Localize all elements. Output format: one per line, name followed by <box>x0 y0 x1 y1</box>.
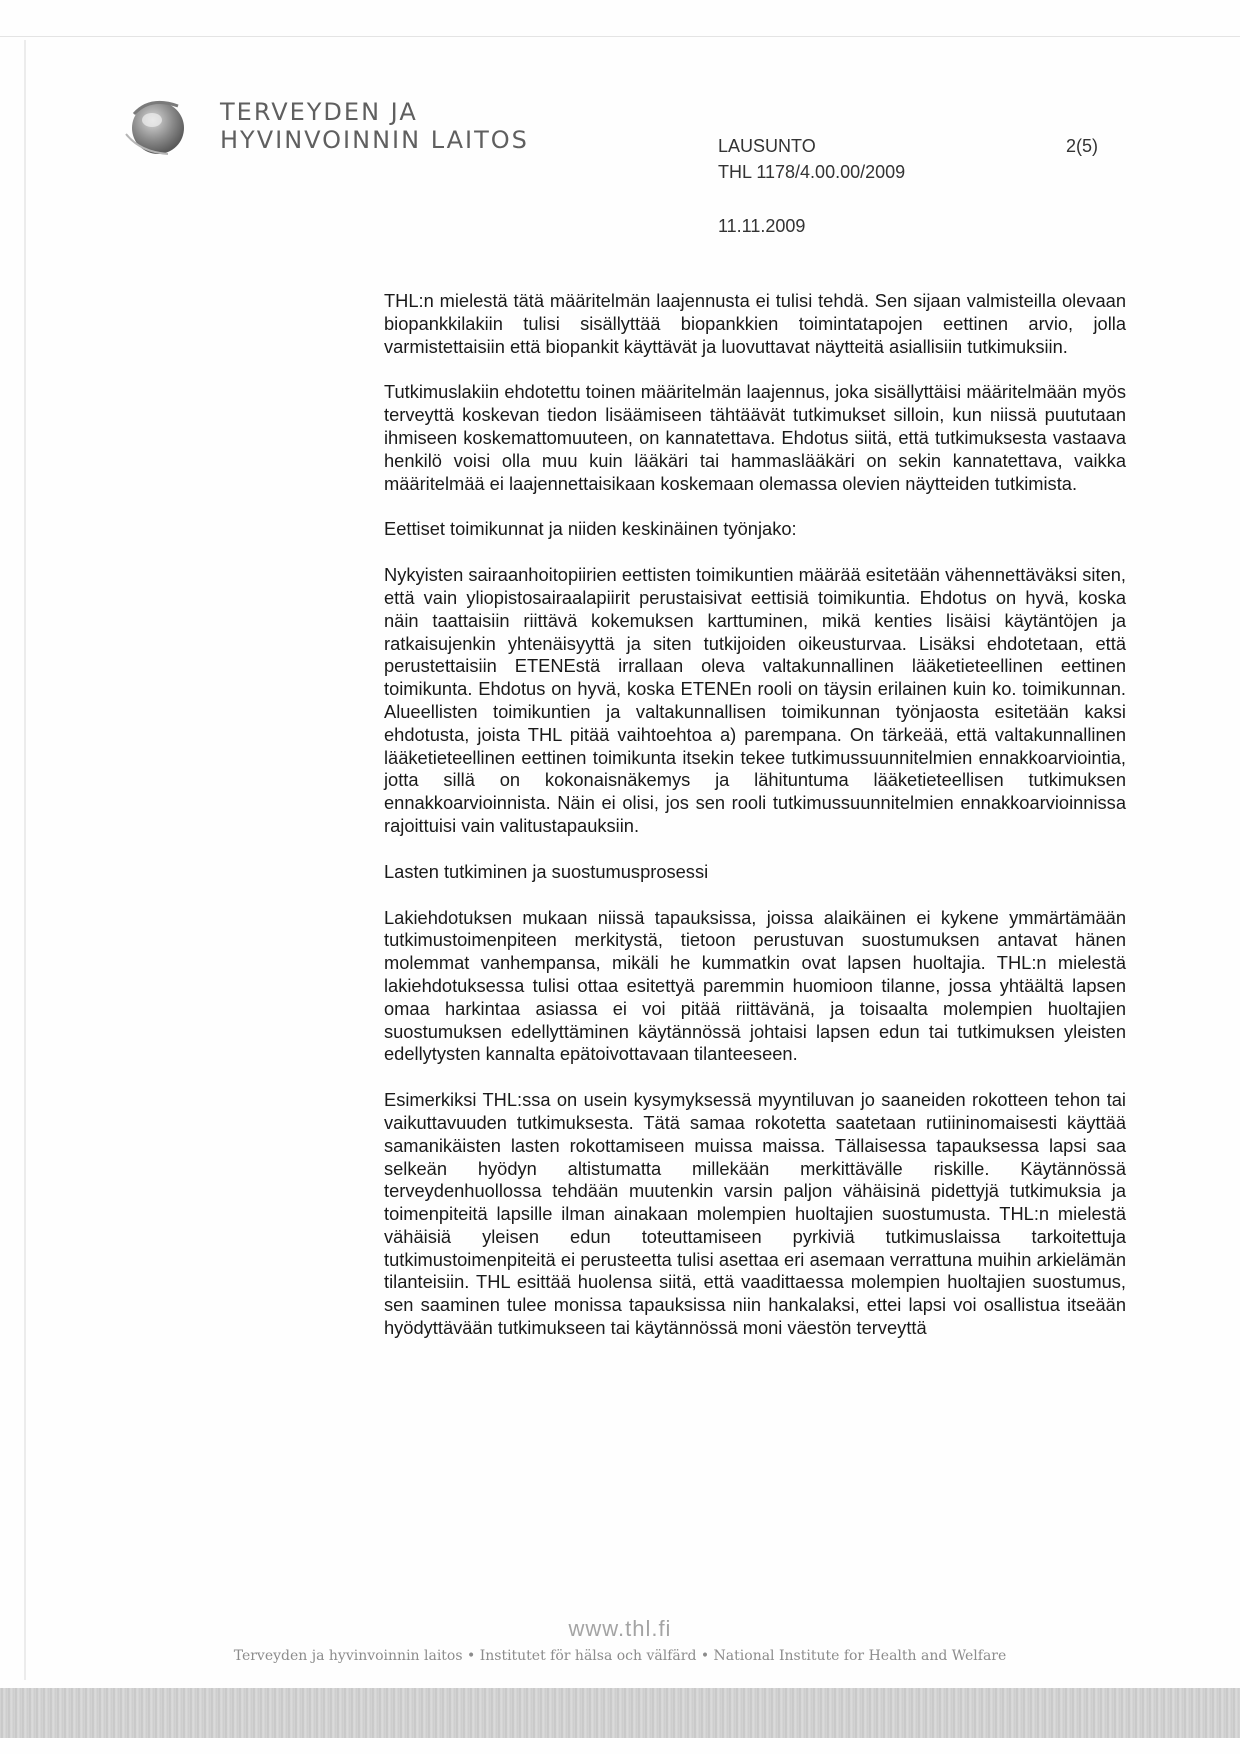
body-paragraph: Esimerkiksi THL:ssa on usein kysymyksessä myyntiluvan jo saaneiden rokotteen tehon tai vaikuttavuuden tutkimuksesta. Tätä samaa rokotetta saatetaan rutiininomaisesti käyttää samanikäisten lasten rokottamiseen muissa maissa. Tällaisessa tapauksessa lapsi saa selkeän hyödyn altistumatta millekään merkittävälle riskille. Käytännössä terveydenhuollossa tehdään muutenkin varsin paljon vähäisinä pidettyjä tutkimuksia ja toimenpiteitä lapsille ilman ainakaan molempien huoltajien suostumusta. THL:n mielestä vähäisiä yleisen edun toteuttamiseen pyrkiviä tutkimuslaissa tarkoitettuja tutkimustoimenpiteitä ei perusteetta tulisi asettaa eri asemaan verrattuna muihin arkielämän tilanteisiin. THL esittää huolensa siitä, että vaadittaessa molempien huoltajien suostumus, sen saaminen tulee monissa tapauksissa niin hankalaksi, ettei lapsi voi osallistua itseään hyödyttävään tutkimukseen tai käytännössä moni väestön terveyttä <box>384 1089 1126 1339</box>
footer-tagline: Terveyden ja hyvinvoinnin laitos • Institutet för hälsa och välfärd • National Institute for Health and Welfare <box>233 1648 1007 1664</box>
body-paragraph: Tutkimuslakiin ehdotettu toinen määritelmän laajennus, joka sisällyttäisi määritelmään myös terveyttä koskevan tiedon lisäämiseen tähtäävät tutkimukset silloin, kun niissä puututaan ihmiseen koskemattomuuteen, on kannatettava. Ehdotus siitä, että tutkimuksesta vastaava henkilö voisi olla muu kuin lääkäri tai hammaslääkäri on sekin kannatettava, vaikka määritelmää ei laajennettaisikaan koskemaan olemassa olevien näytteiden tutkimista. <box>384 381 1126 494</box>
organization-name-line2: HYVINVOINNIN LAITOS <box>220 126 529 154</box>
section-heading: Eettiset toimikunnat ja niiden keskinäinen työnjako: <box>384 518 797 540</box>
body-paragraph: Lakiehdotuksen mukaan niissä tapauksissa, joissa alaikäinen ei kykene ymmärtämään tutkimustoimenpiteen merkitystä, tietoon perustuvan suostumuksen antavat hänen molemmat vanhempansa, mikäli he kummatkin ovat lapsen huoltajia. THL:n mielestä lakiehdotuksessa tulisi ottaa esitettyä paremmin huomioon tilanne, jossa yhtäältä lapsen omaa harkintaa asiassa ei voi pitää riittävänä, ja toisaalta molempien huoltajien suostumuksen edellyttäminen käytännössä johtaisi lapsen edun tai tutkimuksen yleisten edellytysten kannalta epätoivottavaan tilanteeseen. <box>384 906 1126 1065</box>
body-paragraph: Nykyisten sairaanhoitopiirien eettisten toimikuntien määrää esitetään vähennettäväksi siten, että vain yliopistosairaalapiirit perustaisivat eettisiä toimikuntia. Ehdotus on hyvä, koska näin taattaisiin riittävä kokemuksen karttuminen, mikä kenties lisäisi käytäntöjen ja ratkaisujenkin yhtenäisyyttä ja siten tutkijoiden oikeusturvaa. Lisäksi ehdotetaan, että perustettaisiin ETENEstä irrallaan oleva valtakunnallinen lääketieteellinen eettinen toimikunta. Ehdotus on hyvä, koska ETENEn rooli on täysin erilainen kuin ko. toimikunnan. Alueellisten toimikuntien ja valtakunnallisen toimikunnan työnjaosta esitetään kaksi ehdotusta, joista THL pitää vaihtoehtoa a) parempana. On tärkeää, että valtakunnallinen lääketieteellinen eettinen toimikunta itsekin tekee tutkimussuunnitelmien ennakkoarviointia, jotta sillä on kokonaisnäkemys ja lähituntuma lääketieteellisen tutkimuksen ennakkoarvioinnista. Näin ei olisi, jos sen rooli tutkimussuunnitelmien ennakkoarvioinnissa rajoittuisi vain valitustapauksiin. <box>384 564 1126 836</box>
section-heading: Lasten tutkiminen ja suostumusprosessi <box>384 860 709 882</box>
thl-logo-icon <box>120 92 196 160</box>
document-date: 11.11.2009 <box>718 216 806 236</box>
document-reference: THL 1178/4.00.00/2009 <box>718 162 906 182</box>
organization-name-line1: TERVEYDEN JA <box>220 98 418 126</box>
document-body <box>384 290 1126 1340</box>
scan-edge-top <box>0 36 1240 37</box>
scan-edge-bottom <box>0 1688 1240 1738</box>
footer-url: www.thl.fi <box>568 1616 672 1641</box>
organization-name <box>220 98 529 154</box>
page-number: 2(5) <box>1066 136 1099 156</box>
organization-logo <box>120 92 529 162</box>
document-type: LAUSUNTO <box>718 136 816 156</box>
body-paragraph: THL:n mielestä tätä määritelmän laajennusta ei tulisi tehdä. Sen sijaan valmisteilla olevaan biopankkilakiin tulisi sisällyttää biopankkien toimintatapojen eettinen arvio, jolla varmistettaisiin että biopankit käyttävät ja luovuttavat näytteitä asiallisiin tutkimuksiin. <box>384 290 1126 357</box>
scan-edge-left <box>24 40 26 1680</box>
